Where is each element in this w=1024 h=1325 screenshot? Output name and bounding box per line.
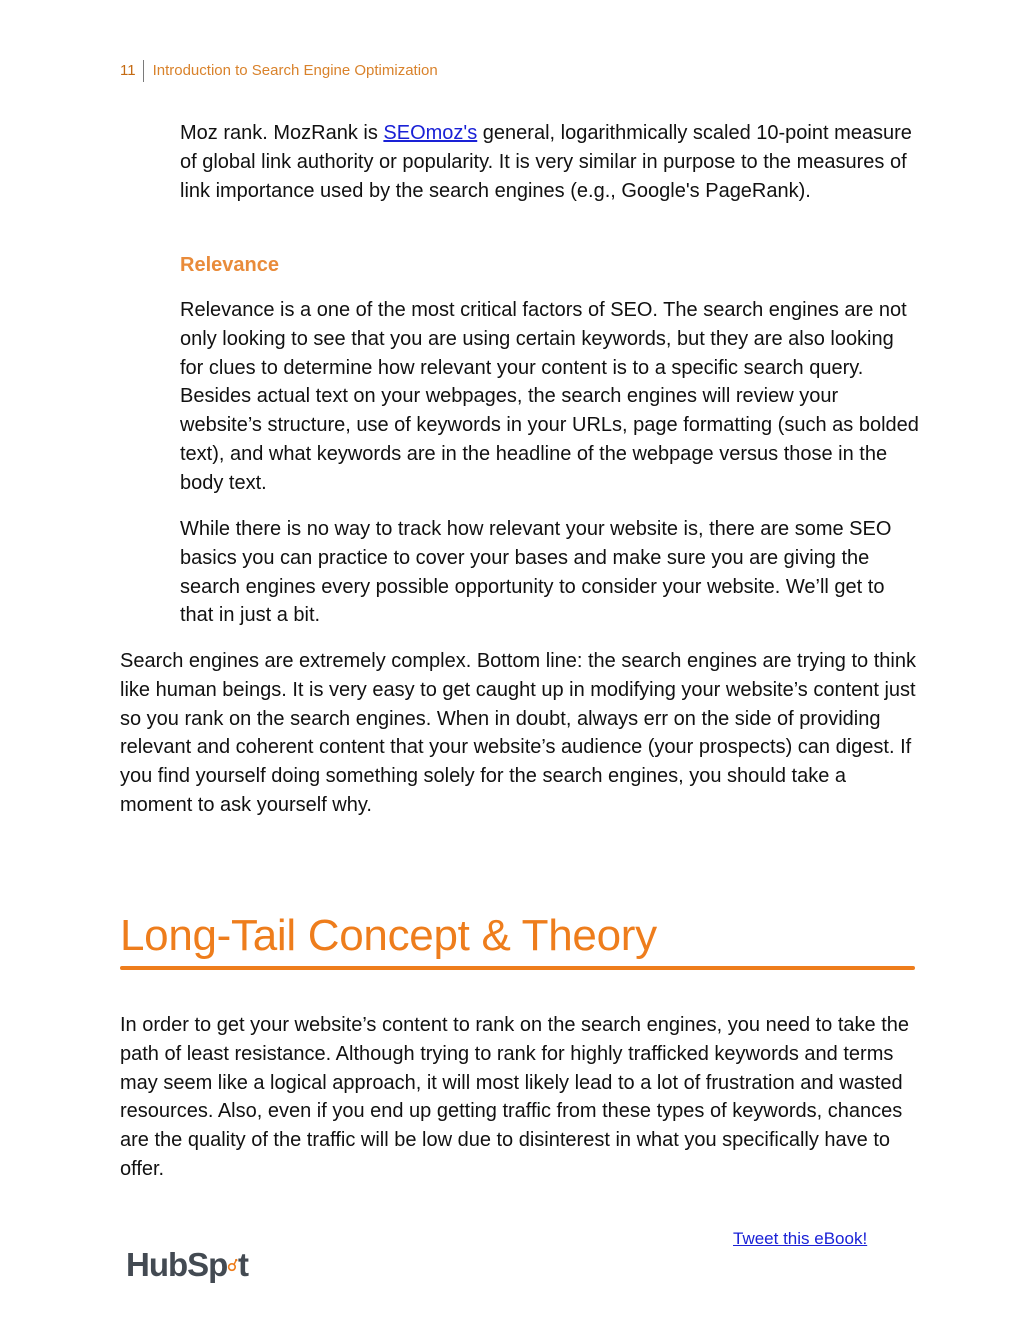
- mozrank-text-before: Moz rank. MozRank is: [180, 122, 384, 144]
- seomoz-link[interactable]: SEOmoz's: [383, 122, 478, 144]
- hubspot-logo: [126, 1240, 248, 1290]
- sprocket-icon: [227, 1248, 238, 1282]
- tweet-ebook-link[interactable]: Tweet this eBook!: [733, 1229, 868, 1248]
- longtail-paragraph: In order to get your website’s content to rank on the search engines, you need to take the path of least resistance. Although trying to rank for highly trafficked keywords and terms may seem like a logical approach, it will most likely lead to a lot of frustration and wasted resources. Also, even if you end up getting traffic from these types of keywords, chances are the quality of the traffic will be low due to disinterest in what you specifically have to offer.: [120, 1014, 910, 1180]
- header-divider: [143, 60, 144, 82]
- mozrank-text-after: general, logarithmically scaled 10-point measure of global link authority or popularity. It is very similar in purpose to the measures of link importance used by the search engines (e.g., Google's PageRank).: [180, 122, 912, 202]
- relevance-paragraph-2: While there is no way to track how relevant your website is, there are some SEO basics you can practice to cover your bases and make sure you are giving the search engines every possible opportunity to consider your website. We’ll get to that in just a bit.: [180, 518, 892, 627]
- page-number: 11: [120, 62, 136, 79]
- page-header: [120, 58, 438, 84]
- relevance-heading: Relevance: [180, 254, 279, 276]
- mozrank-paragraph: [180, 119, 920, 205]
- section-rule: [120, 966, 915, 970]
- logo-text-left: HubSp: [126, 1246, 228, 1283]
- complexity-paragraph: Search engines are extremely complex. Bottom line: the search engines are trying to think like human beings. It is very easy to get caught up in modifying your website’s content just so you rank on the search engines. When in doubt, always err on the side of providing relevant and coherent content that your website’s audience (your prospects) can digest. If you find yourself doing something solely for the search engines, you should take a moment to ask yourself why.: [120, 650, 916, 816]
- section-heading: Long-Tail Concept & Theory: [120, 911, 657, 960]
- relevance-paragraph-1: Relevance is a one of the most critical factors of SEO. The search engines are not only looking to see that you are using certain keywords, but they are also looking for clues to determine how relevant your content is to a specific search query. Besides actual text on your webpages, the search engines will review your website’s structure, use of keywords in your URLs, page formatting (such as bolded text), and what keywords are in the headline of the webpage versus those in the body text.: [180, 299, 919, 494]
- logo-text-right: t: [238, 1246, 248, 1283]
- header-title: Introduction to Search Engine Optimization: [152, 62, 438, 79]
